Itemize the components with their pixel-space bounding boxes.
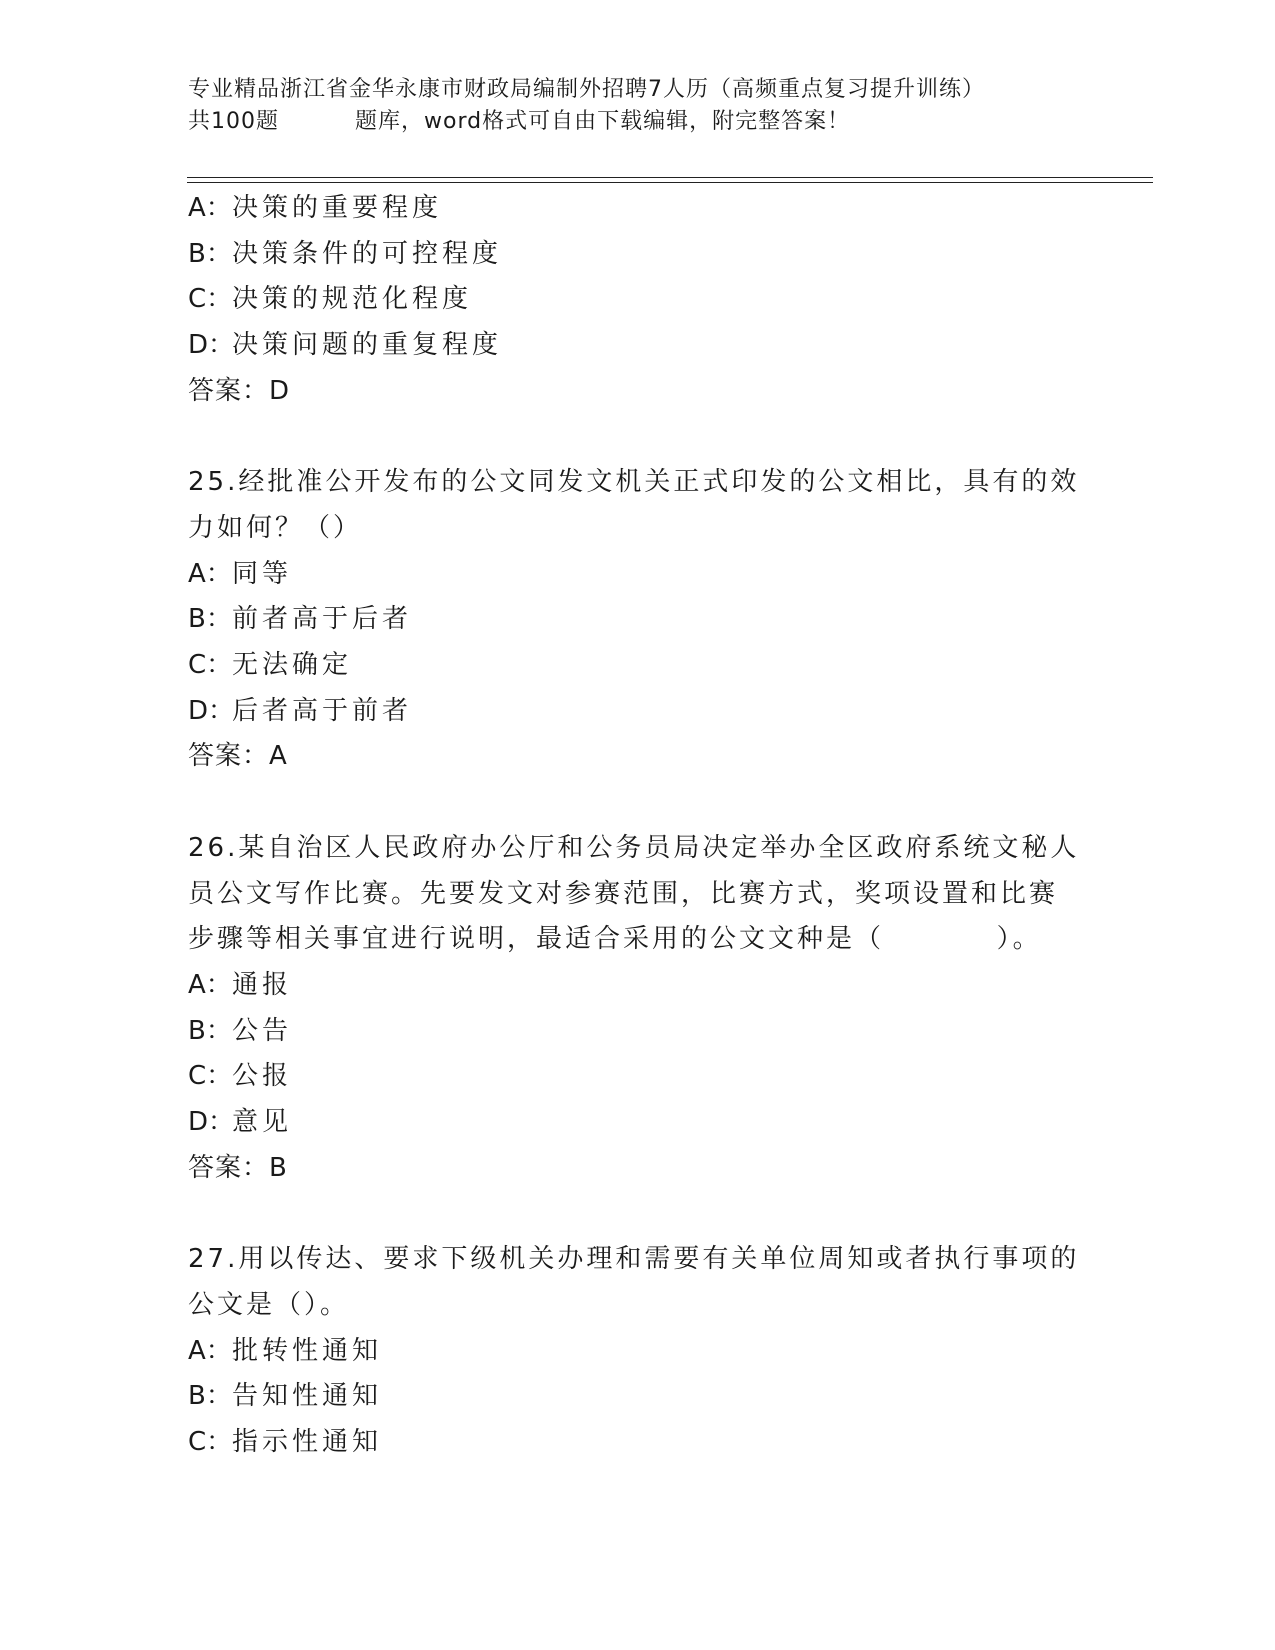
header-count: 共100题 [188,109,279,134]
question-26 [188,826,1088,1192]
question-text: 员公文写作比赛。先要发文对参赛范围，比赛方式，奖项设置和比赛 [188,878,1059,909]
answer-line: 答案：B [188,1152,288,1183]
option-a: A：决策的重要程度 [188,193,443,223]
question-text: 力如何？（） [188,512,363,543]
option-c: C：指示性通知 [188,1426,383,1457]
option-b: B：前者高于后者 [188,604,413,635]
question-text: 26.某自治区人民政府办公厅和公务员局决定举办全区政府系统文秘人 [188,832,1080,863]
header-divider-top [187,177,1153,178]
question-text: 27.用以传达、要求下级机关办理和需要有关单位周知或者执行事项的 [188,1244,1080,1275]
header-divider-bottom [187,182,1153,183]
question-text: 25.经批准公开发布的公文同发文机关正式印发的公文相比，具有的效 [188,467,1080,498]
option-a: A：批转性通知 [188,1335,383,1366]
document-header [188,74,1088,138]
option-a: A：通报 [188,969,293,1000]
option-a: A：同等 [188,558,293,589]
option-b: B：公告 [188,1015,293,1046]
option-b: B：决策条件的可控程度 [188,238,503,269]
header-title-line2 [188,106,1088,138]
question-25 [188,460,1088,780]
option-d: D：意见 [188,1107,293,1138]
header-title-line1: 专业精品浙江省金华永康市财政局编制外招聘7人历（高频重点复习提升训练） [188,77,985,102]
option-c: C：公报 [188,1061,293,1092]
question-text: 公文是（）。 [188,1289,350,1320]
header-description: 题库，word格式可自由下载编辑，附完整答案！ [355,109,851,134]
option-d: D：决策问题的重复程度 [188,330,503,361]
question-text: 步骤等相关事宜进行说明，最适合采用的公文文种是（ ）。 [188,924,1042,955]
option-d: D：后者高于前者 [188,695,413,726]
option-c: C：决策的规范化程度 [188,284,473,315]
question-24-continued [188,186,1088,415]
question-27 [188,1237,1088,1466]
answer-line: 答案：A [188,741,288,772]
option-b: B：告知性通知 [188,1381,383,1412]
option-c: C：无法确定 [188,650,353,681]
question-list [188,186,1088,1466]
answer-line: 答案：D [188,375,291,406]
